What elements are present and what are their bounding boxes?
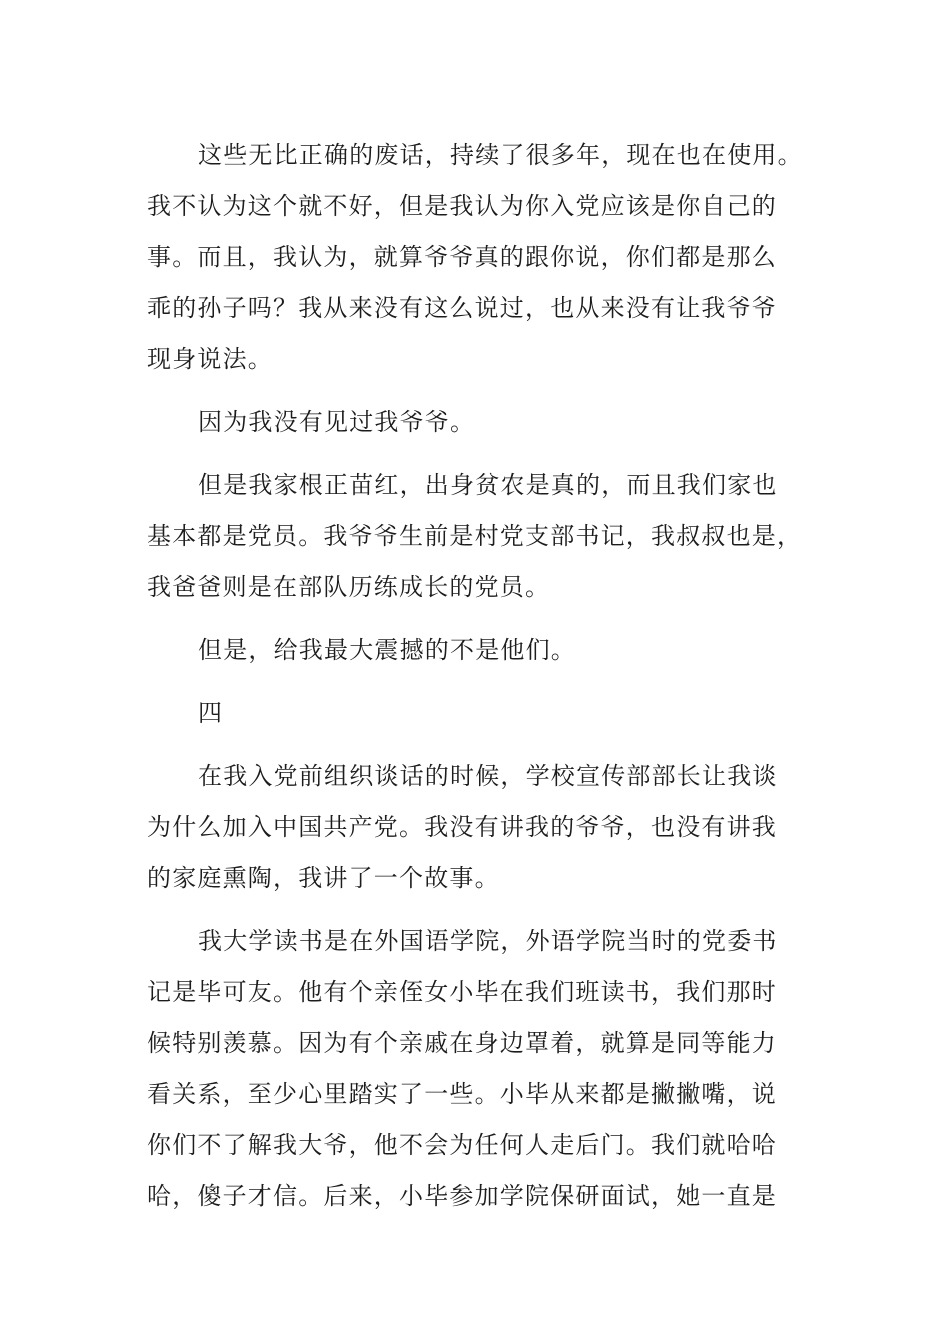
text-line: 在我入党前组织谈话的时候，学校宣传部部长让我谈 (198, 762, 778, 790)
text-line: 事。而且，我认为，就算爷爷真的跟你说，你们都是那么 (147, 243, 777, 271)
text-line: 基本都是党员。我爷爷生前是村党支部书记，我叔叔也是， (147, 522, 803, 550)
text-line: 哈，傻子才信。后来，小毕参加学院保研面试，她一直是 (147, 1182, 777, 1210)
paragraph (147, 460, 807, 613)
paragraph (147, 130, 807, 385)
text-line: 这些无比正确的废话，持续了很多年，现在也在使用。 (198, 141, 803, 169)
text-line: 乖的孙子吗？我从来没有这么说过，也从来没有让我爷爷 (147, 294, 777, 322)
section-number: 四 (198, 699, 224, 727)
text-line: 但是，给我最大震撼的不是他们。 (198, 636, 576, 664)
text-line: 因为我没有见过我爷爷。 (198, 408, 476, 436)
text-line: 我大学读书是在外国语学院，外语学院当时的党委书 (198, 927, 778, 955)
paragraph (147, 916, 807, 1222)
paragraph (147, 751, 807, 904)
text-line: 你们不了解我大爷，他不会为任何人走后门。我们就哈哈 (147, 1131, 777, 1159)
text-line: 为什么加入中国共产党。我没有讲我的爷爷，也没有讲我 (147, 813, 777, 841)
text-line: 但是我家根正苗红，出身贫农是真的，而且我们家也 (198, 471, 778, 499)
document-body (147, 130, 807, 1234)
text-line: 看关系，至少心里踏实了一些。小毕从来都是撇撇嘴，说 (147, 1080, 777, 1108)
text-line: 候特别羡慕。因为有个亲戚在身边罩着，就算是同等能力 (147, 1029, 777, 1057)
text-line: 的家庭熏陶，我讲了一个故事。 (147, 864, 500, 892)
text-line: 我不认为这个就不好，但是我认为你入党应该是你自己的 (147, 192, 777, 220)
text-line: 记是毕可友。他有个亲侄女小毕在我们班读书，我们那时 (147, 978, 777, 1006)
text-line: 现身说法。 (147, 345, 273, 373)
paragraph (147, 625, 807, 676)
text-line: 我爸爸则是在部队历练成长的党员。 (147, 573, 551, 601)
section-heading (147, 688, 807, 739)
paragraph (147, 397, 807, 448)
